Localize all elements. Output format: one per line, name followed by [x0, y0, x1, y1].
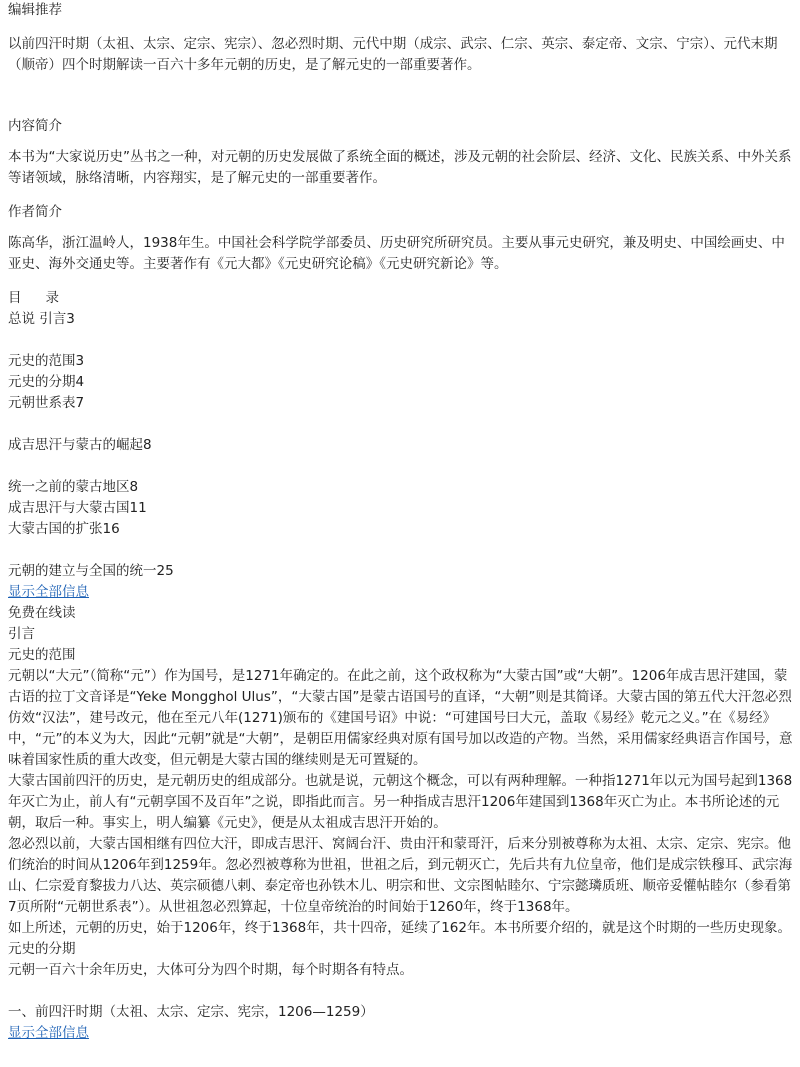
preview-division-title: 元史的分期 — [8, 941, 76, 957]
toc-entry: 统一之前的蒙古地区8 — [8, 479, 139, 495]
preview-paragraph: 大蒙古国前四汗的历史，是元朝历史的组成部分。也就是说，元朝这个概念，可以有两种理解。一种指1271年以元为国号起到1368年灭亡为止，前人有“元朝享国不及百年”之说，即指此而言。另一种指成吉思汗1206年建国到1368年灭亡为止。本书所论述的元朝，取后一种。事实上，明人编纂《元史》，便是从太祖成吉思汗开始的。 — [8, 773, 793, 831]
preview-intro-title: 引言 — [8, 626, 35, 642]
toc-entry: 元朝世系表7 — [8, 395, 85, 411]
preview-paragraph: 元朝一百六十余年历史，大体可分为四个时期，每个时期各有特点。 — [8, 962, 413, 978]
preview-paragraph: 如上所述，元朝的历史，始于1206年，终于1368年，共十四帝，延续了162年。本书所要介绍的，就是这个时期的一些历史现象。 — [8, 920, 791, 936]
free-read-heading: 免费在线读 — [8, 605, 76, 621]
editor-rec-heading: 编辑推荐 — [8, 2, 62, 18]
author-body: 陈高华，浙江温岭人，1938年生。中国社会科学院学部委员、历史研究所研究员。主要从事元史研究，兼及明史、中国绘画史、中亚史、海外交通史等。主要著作有《元大都》《元史研究论稿》《元史研究新论》等。 — [8, 235, 785, 272]
toc-entry: 总说 引言3 — [8, 311, 75, 327]
preview-show-all-link[interactable]: 显示全部信息 — [8, 1025, 89, 1041]
toc-heading-part1: 目 — [8, 290, 22, 306]
toc-show-all-link[interactable]: 显示全部信息 — [8, 584, 89, 600]
toc-heading-part2: 录 — [45, 290, 59, 306]
preview-scope-title: 元史的范围 — [8, 647, 76, 663]
author-heading: 作者简介 — [8, 204, 62, 220]
toc-entry: 元史的范围3 — [8, 353, 85, 369]
preview-paragraph: 忽必烈以前，大蒙古国相继有四位大汗，即成吉思汗、窝阔台汗、贵由汗和蒙哥汗，后来分别被尊称为太祖、太宗、定宗、宪宗。他们统治的时间从1206年到1259年。忽必烈被尊称为世祖，世祖之后，到元朝灭亡，先后共有九位皇帝，他们是成宗铁穆耳、武宗海山、仁宗爱育黎拔力八达、英宗硕德八剌、泰定帝也孙铁木儿、明宗和世、文宗图帖睦尔、宁宗懿璘质班、顺帝妥懽帖睦尔（参看第7页所附“元朝世系表”）。从世祖忽必烈算起，十位皇帝统治的时间始于1260年，终于1368年。 — [8, 836, 793, 915]
toc-entry: 成吉思汗与大蒙古国11 — [8, 500, 147, 516]
book-info-page — [8, 0, 794, 1044]
summary-heading: 内容简介 — [8, 118, 62, 134]
toc-entry: 大蒙古国的扩张16 — [8, 521, 120, 537]
editor-rec-body: 以前四汗时期（太祖、太宗、定宗、宪宗）、忽必烈时期、元代中期（成宗、武宗、仁宗、英宗、泰定帝、文宗、宁宗）、元代末期（顺帝）四个时期解读一百六十多年元朝的历史，是了解元史的一部重要著作。 — [8, 36, 778, 73]
toc-entry: 元朝的建立与全国的统一25 — [8, 563, 174, 579]
toc-entry: 成吉思汗与蒙古的崛起8 — [8, 437, 152, 453]
summary-body: 本书为“大家说历史”丛书之一种，对元朝的历史发展做了系统全面的概述，涉及元朝的社会阶层、经济、文化、民族关系、中外关系等诸领域，脉络清晰，内容翔实，是了解元史的一部重要著作。 — [8, 149, 792, 186]
toc-heading — [8, 288, 794, 309]
toc-entry: 元史的分期4 — [8, 374, 85, 390]
preview-period-title: 一、前四汗时期（太祖、太宗、定宗、宪宗，1206—1259） — [8, 1004, 374, 1020]
preview-paragraph: 元朝以“大元”（简称“元”）作为国号，是1271年确定的。在此之前，这个政权称为“大蒙古国”或“大朝”。1206年成吉思汗建国，蒙古语的拉丁文音译是“Yeke Mongghol Ulus”，“大蒙古国”是蒙古语国号的直译，“大朝”则是其简译。大蒙古国的第五代大汗忽必烈仿效“汉法”，建号改元，他在至元八年(1271)颁布的《建国号诏》中说：“可建国号曰大元，盖取《易经》乾元之义。”在《易经》中，“元”的本义为大，因此“元朝”就是“大朝”，是朝臣用儒家经典对原有国号加以改造的产物。当然，采用儒家经典语言作国号，意味着国家性质的重大改变，但元朝是大蒙古国的继续则是无可置疑的。 — [8, 668, 793, 768]
